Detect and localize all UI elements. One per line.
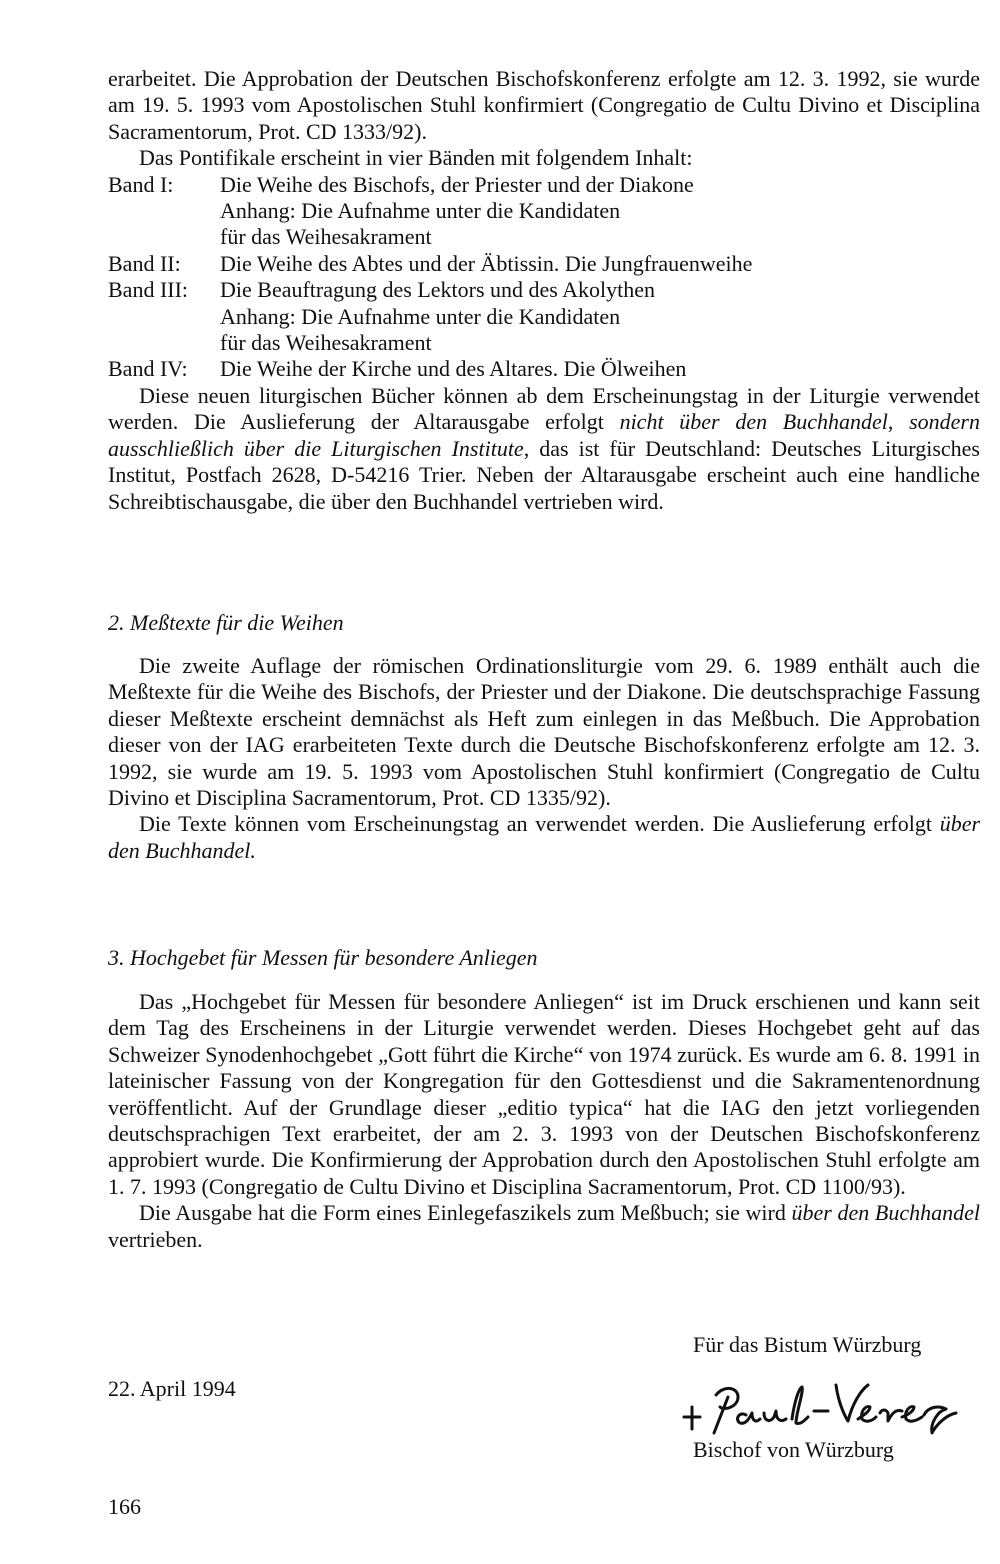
volume-line: Die Weihe des Abtes und der Äbtissin. Die Jungfrauenweihe	[220, 250, 753, 276]
section-2-emphasis: über den Buchhandel.	[108, 811, 981, 863]
section-2-body	[108, 653, 980, 864]
volume-entry	[108, 251, 980, 277]
volume-label: Band II:	[108, 250, 181, 276]
section-3-paragraph-1: Das „Hochgebet für Messen für besondere Anliegen“ ist im Druck erschienen und kann seit dem Tag des Erscheinens in der Liturgie verwendet werden. Dieses Hochgebet geht auf das Schweizer Synodenhochgebet „Gott führt die Kirche“ von 1974 zurück. Es wurde am 6. 8. 1991 in lateinischer Fassung von der Kongregation für den Gottesdienst und die Sakramentenordnung veröffentlicht. Auf der Grundlage dieser „editio typica“ hat die IAG den jetzt vorliegenden deutschsprachigen Text erarbeitet, der am 2. 3. 1993 von der Deutschen Bischofskonferenz approbiert wurde. Die Konfirmierung der Approbation durch den Apostolischen Stuhl erfolgte am 1. 7. 1993 (Congregatio de Cultu Divino et Disciplina Sacramentorum, Prot. CD 1100/93).	[108, 989, 980, 1199]
distribution-paragraph: Diese neuen liturgischen Bücher können ab dem Erscheinungstag in der Liturgie verwendet werden. Die Auslieferung der Altarausgabe erfolgt nicht über den Buchhandel, sondern ausschließlich über die Liturgischen Institute, das ist für Deutschland: Deutsches Liturgisches Institut, Postfach 2628, D-54216 Trier. Neben der Altarausgabe erscheint auch eine handliche Schreibtischausgabe, die über den Buchhandel vertrieben wird.	[108, 382, 980, 514]
date-line: 22. April 1994	[108, 1376, 236, 1401]
section-2-heading: 2. Meßtexte für die Weihen	[108, 610, 344, 635]
volume-line: Anhang: Die Aufnahme unter die Kandidaten	[220, 198, 621, 224]
volume-line: für das Weihesakrament	[220, 224, 432, 250]
intro-paragraph: erarbeitet. Die Approbation der Deutschen Bischofskonferenz erfolgte am 12. 3. 1992, sie wurde am 19. 5. 1993 vom Apostolischen Stuhl konfirmiert (Congregatio de Cultu Divino et Disciplina Sacramentorum, Prot. CD 1333/92).	[108, 66, 980, 144]
pontifikale-lead: Das Pontifikale erscheint in vier Bänden mit folgendem Inhalt:	[139, 145, 693, 171]
volume-entry	[108, 172, 980, 251]
signature-image	[676, 1375, 976, 1445]
intro-block	[108, 66, 980, 515]
section-3-paragraph-2: Die Ausgabe hat die Form eines Einlegefaszikels zum Meßbuch; sie wird über den Buchhandel vertrieben.	[108, 1200, 981, 1252]
volume-line: Anhang: Die Aufnahme unter die Kandidaten	[220, 303, 621, 329]
section-3-body	[108, 989, 980, 1253]
volume-label: Band III:	[108, 277, 189, 303]
page-number: 166	[108, 1494, 141, 1519]
volume-label: Band I:	[108, 171, 174, 197]
section-2-paragraph-2: Die Texte können vom Erscheinungstag an verwendet werden. Die Auslieferung erfolgt über den Buchhandel.	[108, 811, 981, 863]
section-2-paragraph-1: Die zweite Auflage der römischen Ordinationsliturgie vom 29. 6. 1989 enthält auch die Meßtexte für die Weihe des Bischofs, der Priester und der Diakone. Die deutschsprachige Fassung dieser Meßtexte erscheint demnächst als Heft zum einlegen in das Meßbuch. Die Approbation dieser von der IAG erarbeiteten Texte durch die Deutsche Bischofskonferenz erfolgte am 12. 3. 1992, sie wurde am 19. 5. 1993 vom Apostolischen Stuhl konfirmiert (Congregatio de Cultu Divino et Disciplina Sacramentorum, Prot. CD 1335/92).	[108, 653, 980, 811]
bishop-title: Bischof von Würzburg	[693, 1437, 894, 1462]
diocese-line: Für das Bistum Würzburg	[693, 1332, 922, 1357]
section-3-heading: 3. Hochgebet für Messen für besondere Anliegen	[108, 945, 538, 970]
volume-entry	[108, 277, 980, 356]
distribution-emphasis: nicht über den Buchhandel, sondern ausschließlich über die Liturgischen Institute,	[108, 409, 980, 461]
section-3-emphasis: über den Buchhandel	[791, 1200, 981, 1226]
volume-line: Die Weihe des Bischofs, der Priester und der Diakone	[220, 171, 694, 197]
volume-line: für das Weihesakrament	[220, 330, 432, 356]
volume-entry	[108, 356, 980, 382]
volume-line: Die Beauftragung des Lektors und des Akolythen	[220, 277, 656, 303]
volume-label: Band IV:	[108, 356, 188, 382]
volume-line: Die Weihe der Kirche und des Altares. Die Ölweihen	[220, 356, 687, 382]
